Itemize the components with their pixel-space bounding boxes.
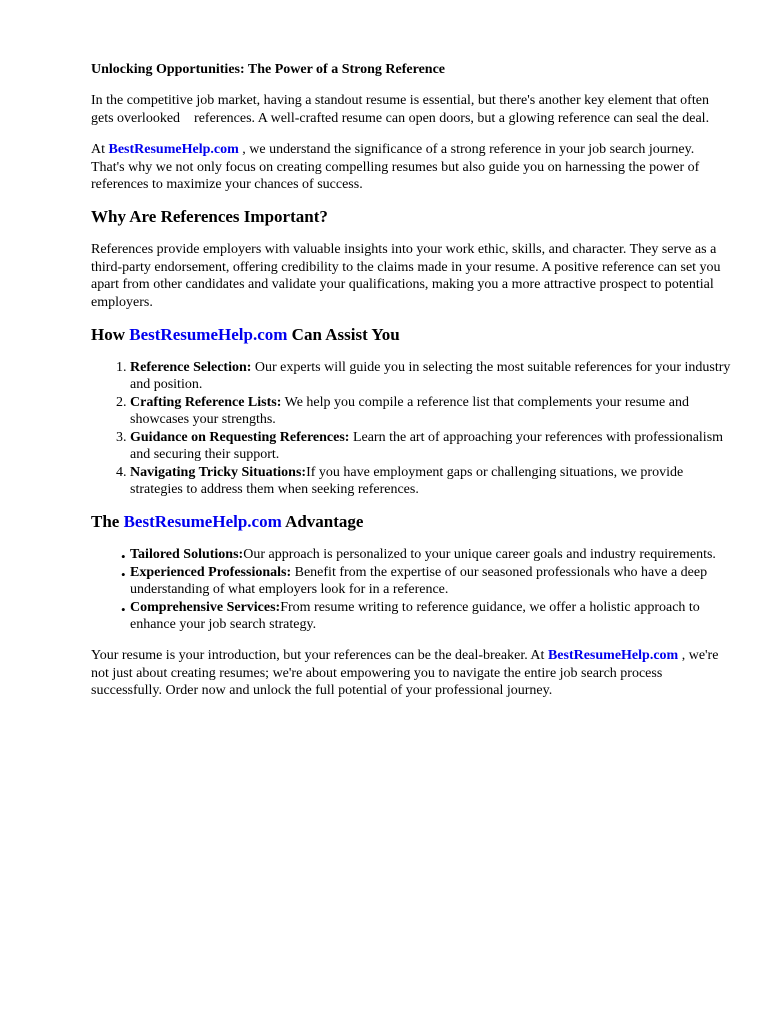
advantage-heading-suffix: Advantage [281, 512, 364, 532]
site-link[interactable]: BestResumeHelp.com [547, 648, 679, 664]
list-item-text: Benefit from the expertise of our seasoned professionals who have a deep understanding of what employers look for in a reference. [130, 564, 708, 598]
why-heading: Why Are References Important? [91, 207, 328, 227]
why-paragraph: References provide employers with valuable insights into your work ethic, skills, and character. They serve as a third-party endorsement, offering credibility to the claims made in your resume. A positive reference can set you apart from other candidates and validate your qualifications, making you a more attractive prospect to potential employers. [91, 242, 721, 310]
list-item-text: Our approach is personalized to your unique career goals and industry requirements. [243, 547, 716, 563]
list-item-label: Tailored Solutions: [130, 547, 244, 563]
closing-paragraph [91, 647, 731, 699]
list-item-label: Navigating Tricky Situations: [130, 464, 307, 480]
advantage-heading [91, 512, 731, 532]
list-item [121, 599, 731, 634]
list-item-text: We help you compile a reference list that complements your resume and showcases your strengths. [130, 394, 689, 428]
list-item-label: Reference Selection: [130, 360, 252, 376]
company-paragraph [91, 141, 731, 193]
company-paragraph-text: , we understand the significance of a strong reference in your job search journey. That's why we not only focus on creating compelling resumes but also guide you on harnessing the power of references to maximize your chances of success. [91, 142, 700, 193]
intro-paragraph: In the competitive job market, having a standout resume is essential, but there's another key element that often gets overlooked references. A well-crafted resume can open doors, but a glowing reference can seal the deal. [91, 93, 713, 126]
list-item-text: Learn the art of approaching your references with professionalism and securing their support. [130, 429, 724, 463]
how-heading [91, 325, 731, 345]
bullet-icon: • [121, 566, 126, 582]
site-link[interactable]: BestResumeHelp.com [129, 325, 288, 345]
advantage-list [91, 546, 731, 633]
advantage-heading-prefix: The [91, 512, 124, 532]
list-item-label: Guidance on Requesting References: [130, 429, 350, 445]
list-item-text: If you have employment gaps or challenging situations, we provide strategies to address them when seeking references. [130, 464, 684, 497]
list-item [130, 464, 731, 499]
company-paragraph-prefix: At [91, 142, 109, 158]
list-item [121, 564, 731, 599]
list-item [130, 429, 731, 464]
site-link[interactable]: BestResumeHelp.com [108, 142, 239, 158]
assist-list [91, 359, 731, 498]
site-link[interactable]: BestResumeHelp.com [123, 512, 282, 532]
list-item-text: From resume writing to reference guidance, we offer a holistic approach to enhance your job search strategy. [130, 599, 700, 632]
closing-paragraph-text: , we're not just about creating resumes; we're about empowering you to navigate the entire job search process successfully. Order now and unlock the full potential of your professional journey. [91, 648, 719, 699]
how-heading-suffix: Can Assist You [287, 325, 400, 345]
document-page [91, 61, 731, 714]
list-item [121, 546, 731, 565]
list-item [130, 359, 731, 394]
document-title: Unlocking Opportunities: The Power of a Strong Reference [91, 62, 446, 77]
bullet-icon: • [121, 549, 126, 565]
list-item-text: Our experts will guide you in selecting the most suitable references for your industry and position. [130, 360, 731, 393]
bullet-icon: • [121, 601, 126, 617]
list-item-label: Comprehensive Services: [130, 599, 281, 615]
list-item-label: Crafting Reference Lists: [130, 394, 282, 410]
list-item [130, 394, 731, 429]
closing-paragraph-prefix: Your resume is your introduction, but your references can be the deal-breaker. At [91, 648, 548, 664]
how-heading-prefix: How [91, 325, 130, 345]
list-item-label: Experienced Professionals: [130, 564, 292, 580]
